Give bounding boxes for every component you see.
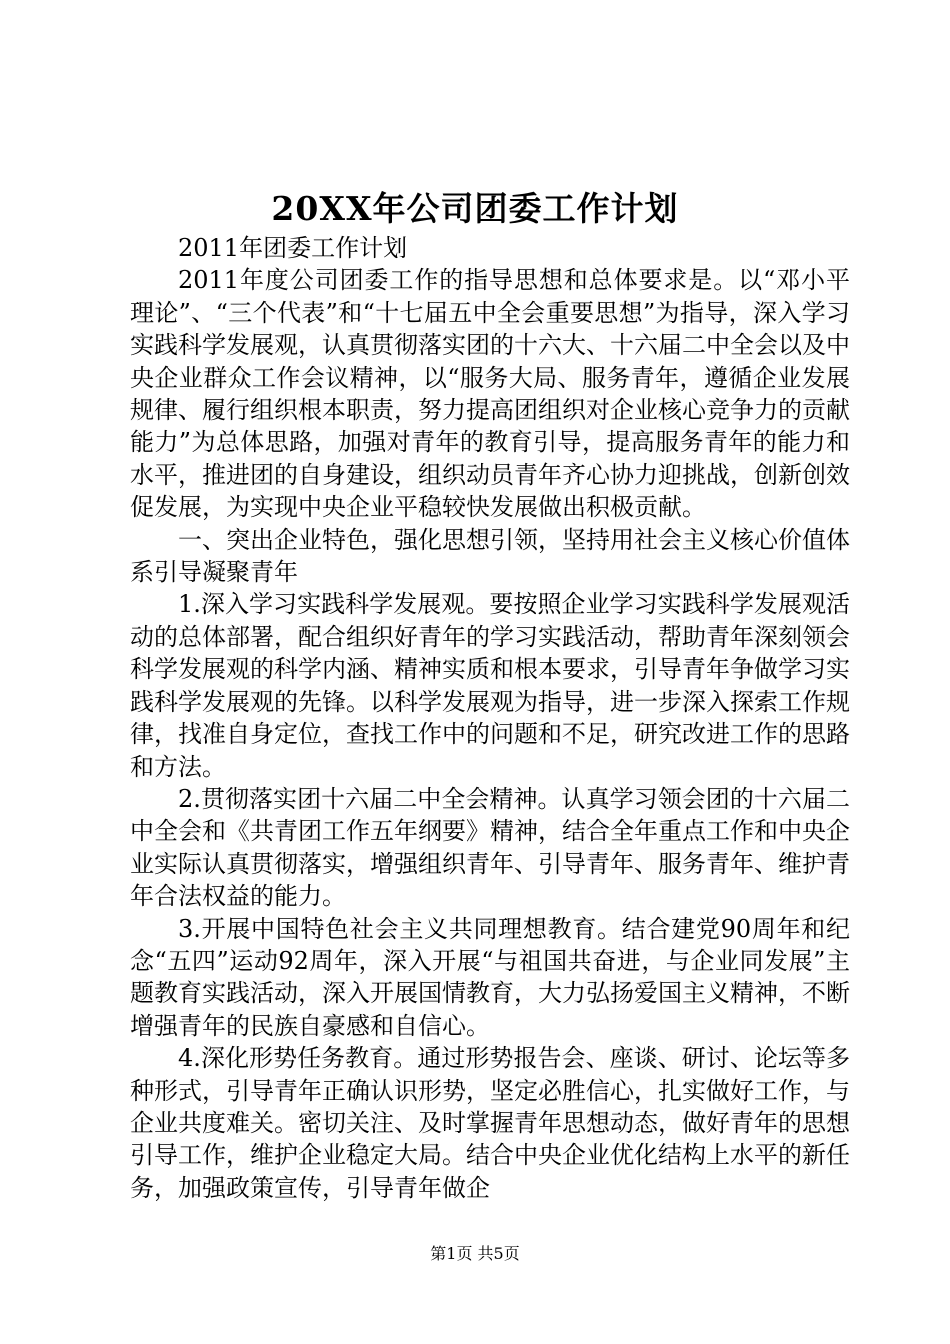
paragraph-item-4: 4.深化形势任务教育。通过形势报告会、座谈、研讨、论坛等多种形式，引导青年正确认识形势，坚定必胜信心，扎实做好工作，与企业共度难关。密切关注、及时掌握青年思想动态，做好青年的思想引导工作，维护企业稳定大局。结合中央企业优化结构上水平的新任务，加强政策宣传，引导青年做企: [130, 1044, 850, 1202]
paragraph-item-1: 1.深入学习实践科学发展观。要按照企业学习实践科学发展观活动的总体部署，配合组织好青年的学习实践活动，帮助青年深刻领会科学发展观的科学内涵、精神实质和根本要求，引导青年争做学习实践科学发展观的先锋。以科学发展观为指导，进一步深入探索工作规律，找准自身定位，查找工作中的问题和不足，研究改进工作的思路和方法。: [130, 590, 850, 781]
paragraph-subtitle: 2011年团委工作计划: [178, 234, 408, 262]
paragraph-guiding-ideology: 2011年度公司团委工作的指导思想和总体要求是。以“邓小平理论”、“三个代表”和“十七届五中全会重要思想”为指导，深入学习实践科学发展观，认真贯彻落实团的十六大、十六届二中全会以及中央企业群众工作会议精神，以“服务大局、服务青年，遵循企业发展规律、履行组织根本职责，努力提高团组织对企业核心竞争力的贡献能力”为总体思路，加强对青年的教育引导，提高服务青年的能力和水平，推进团的自身建设，组织动员青年齐心协力迎挑战，创新创效促发展，为实现中央企业平稳较快发展做出积极贡献。: [130, 266, 850, 522]
page-footer: 第1页 共5页: [430, 1244, 520, 1263]
paragraph-item-3: 3.开展中国特色社会主义共同理想教育。结合建党90周年和纪念“五四”运动92周年，深入开展“与祖国共奋进，与企业同发展”主题教育实践活动，深入开展国情教育，大力弘扬爱国主义精神，不断增强青年的民族自豪感和自信心。: [130, 914, 850, 1040]
document-body: [130, 232, 850, 1204]
paragraph-item-2: 2.贯彻落实团十六届二中全会精神。认真学习领会团的十六届二中全会和《共青团工作五年纲要》精神，结合全年重点工作和中央企业实际认真贯彻落实，增强组织青年、引导青年、服务青年、维护青年合法权益的能力。: [130, 784, 850, 911]
document-title: 20XX年公司团委工作计划: [271, 189, 679, 228]
section-heading-1: 一、突出企业特色，强化思想引领，坚持用社会主义核心价值体系引导凝聚青年: [130, 525, 850, 587]
